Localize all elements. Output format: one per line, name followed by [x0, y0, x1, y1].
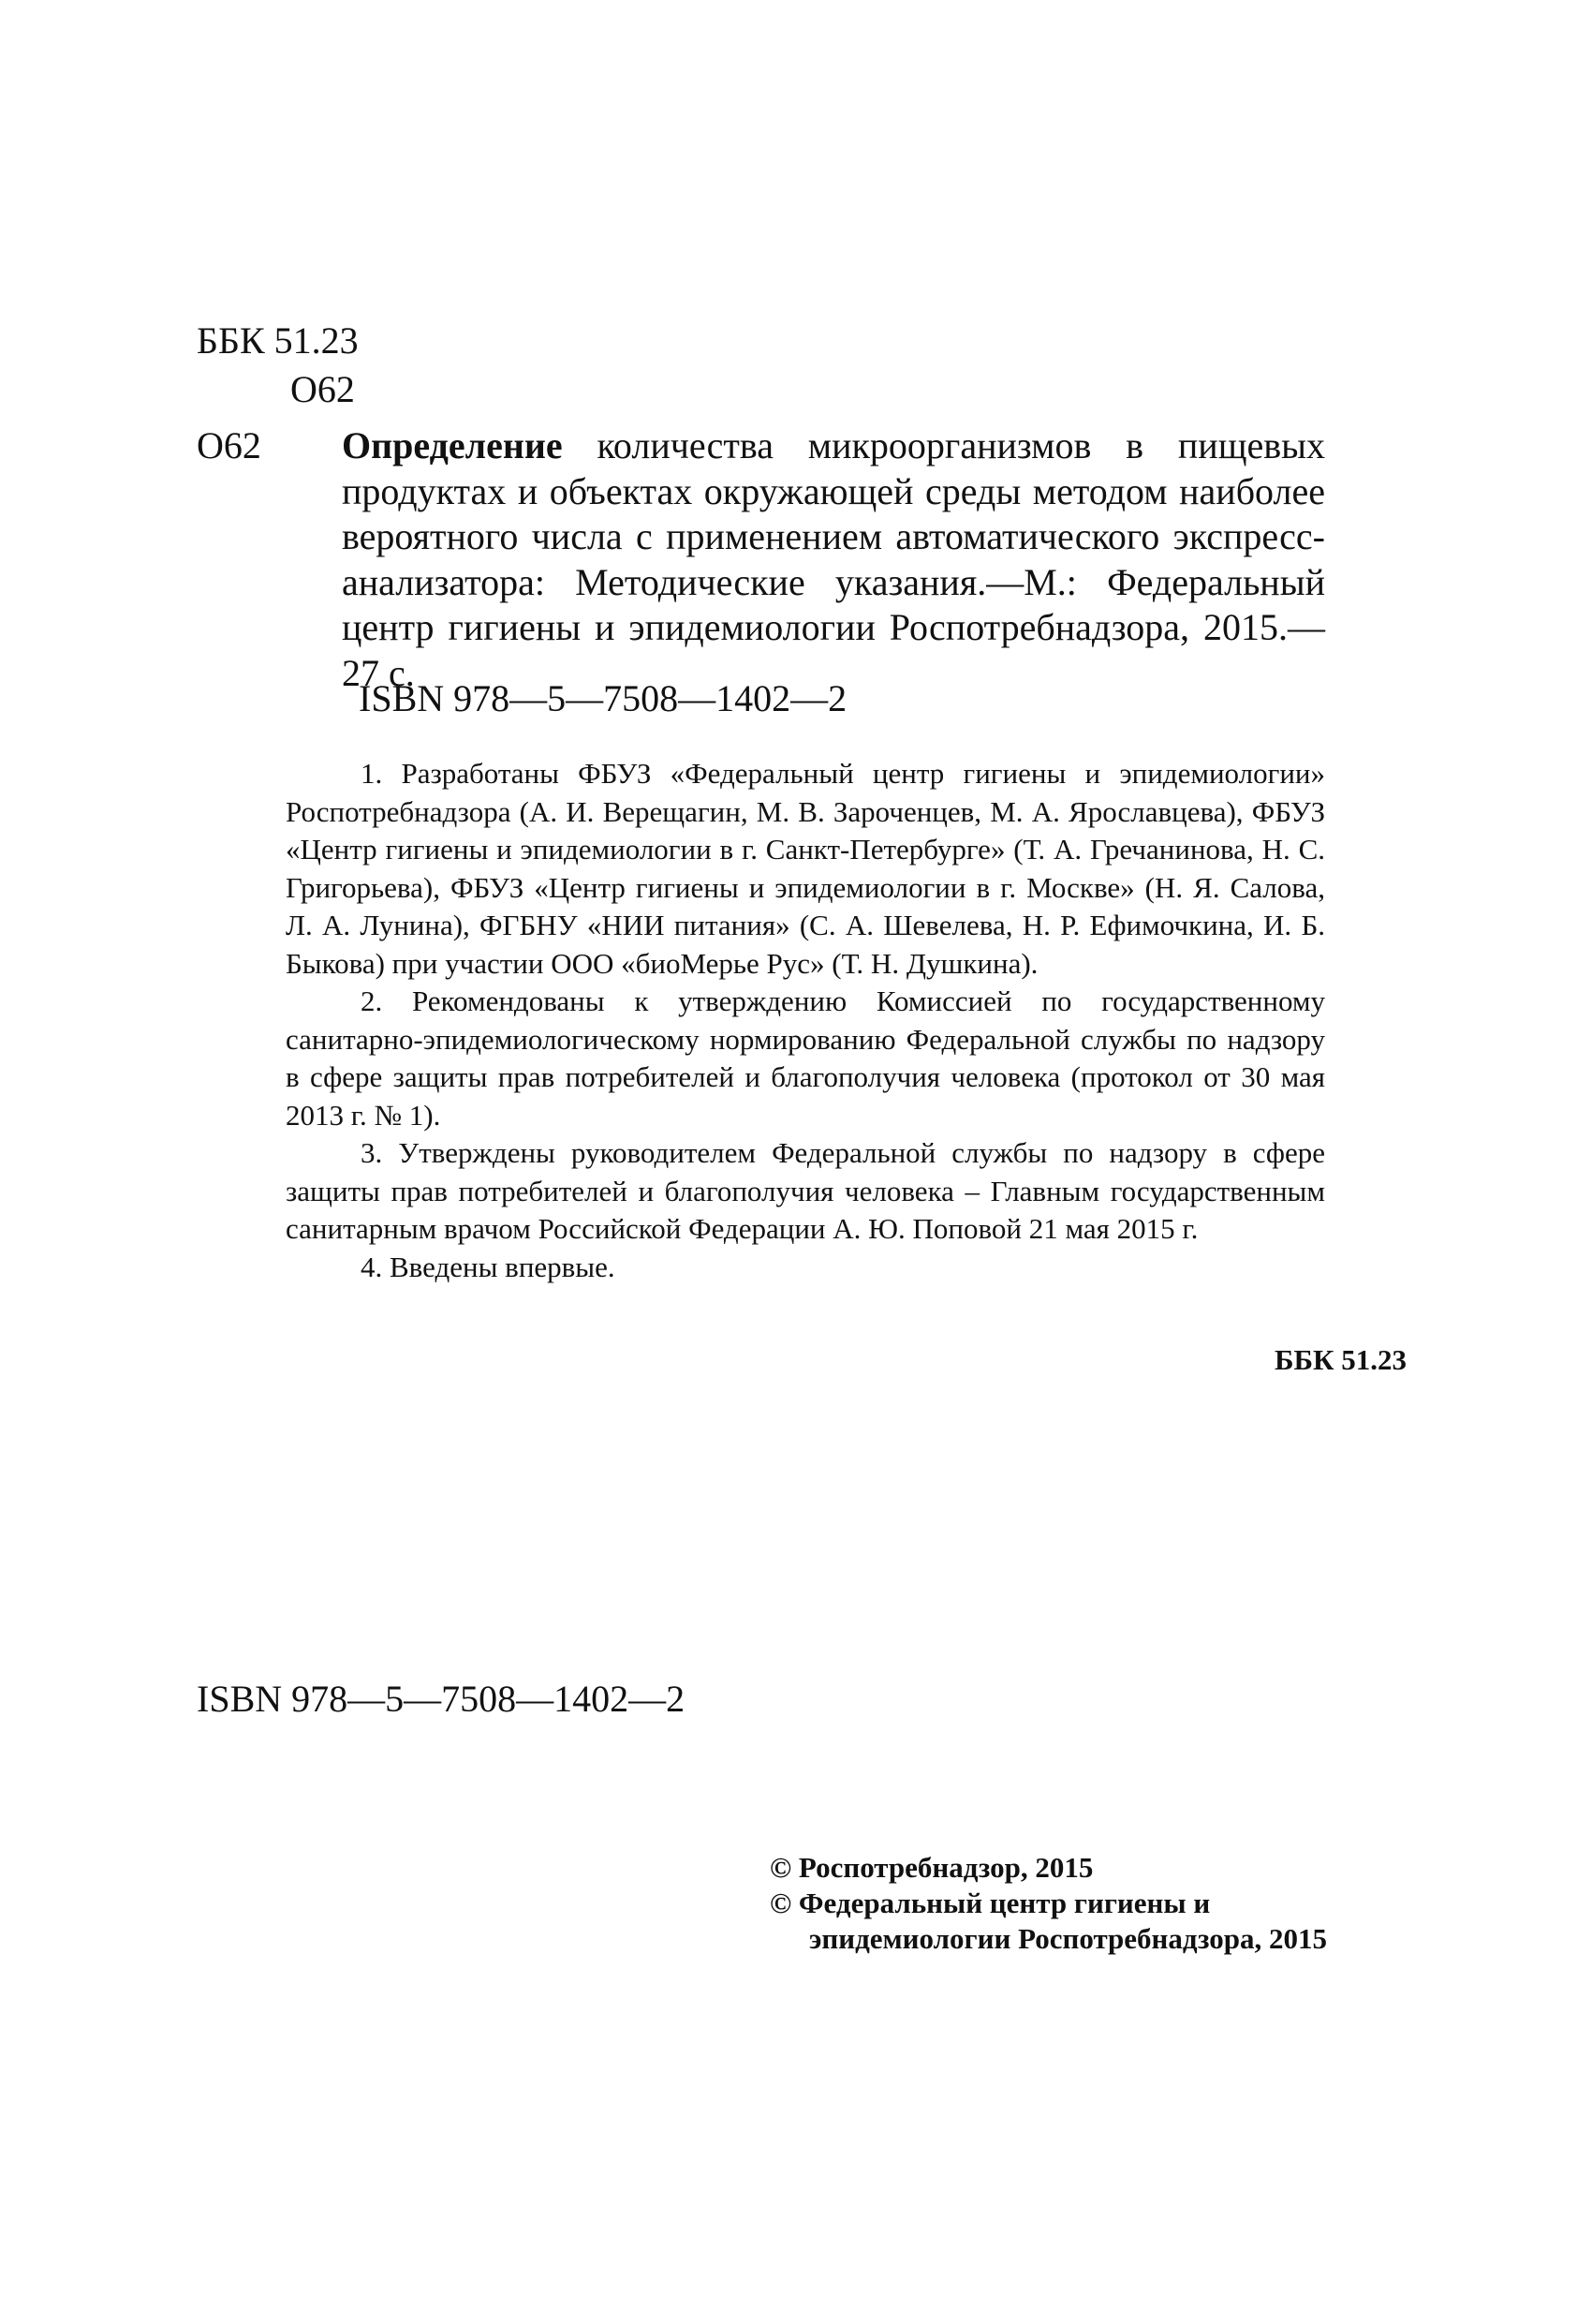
bbk-code-right: ББК 51.23 — [1275, 1343, 1407, 1376]
note-3: 3. Утверждены руководителем Федеральной службы по надзору в сфере защиты прав потребителей и благополучия человека – Главным государственным санитарным врачом Российской Федерации А. Ю. Поповой 21 мая 2015 г. — [286, 1136, 1325, 1245]
note-2: 2. Рекомендованы к утверждению Комиссией по государственному санитарно-эпидемиологическому нормированию Федеральной службы по надзору в сфере защиты прав потребителей и благополучия человека (протокол от 30 мая 2013 г. № 1). — [286, 984, 1325, 1132]
author-mark: О62 — [290, 368, 355, 410]
entry-description: количества микроорганизмов в пищевых продуктах и объектах окружающей среды методом наиболее вероятного числа с применением автоматического экспресс-анализатора: Методические указания.—М.: Федеральный центр гигиены и эпидемиологии Роспотребнадзора, 2015.—27 с. — [342, 424, 1326, 694]
notes-section — [286, 755, 1325, 1286]
bibliographic-entry — [342, 423, 1325, 696]
entry-author-mark: О62 — [197, 424, 261, 466]
isbn-entry: ISBN 978—5—7508—1402—2 — [359, 677, 848, 719]
note-4: 4. Введены впервые. — [361, 1250, 615, 1283]
copyright-block — [770, 1850, 1327, 1957]
copyright-line-2: © Федеральный центр гигиены и — [770, 1887, 1211, 1919]
isbn-bottom: ISBN 978—5—7508—1402—2 — [197, 1678, 685, 1720]
bbk-code: ББК 51.23 — [197, 319, 359, 362]
copyright-line-3: эпидемиологии Роспотребнадзора, 2015 — [809, 1922, 1327, 1955]
entry-title: Определение — [342, 424, 563, 466]
note-1: 1. Разработаны ФБУЗ «Федеральный центр гигиены и эпидемиологии» Роспотребнадзора (А. И. Верещагин, М. В. Зароченцев, М. А. Ярославцева), ФБУЗ «Центр гигиены и эпидемиологии в г. Санкт-Петербурге» (Т. А. Гречанинова, Н. С. Григорьева), ФБУЗ «Центр гигиены и эпидемиологии в г. Москве» (Н. Я. Салова, Л. А. Лунина), ФГБНУ «НИИ питания» (С. А. Шевелева, Н. Р. Ефимочкина, И. Б. Быкова) при участии ООО «биоМерье Рус» (Т. Н. Душкина). — [286, 757, 1325, 980]
copyright-line-1: © Роспотребнадзор, 2015 — [770, 1851, 1094, 1884]
